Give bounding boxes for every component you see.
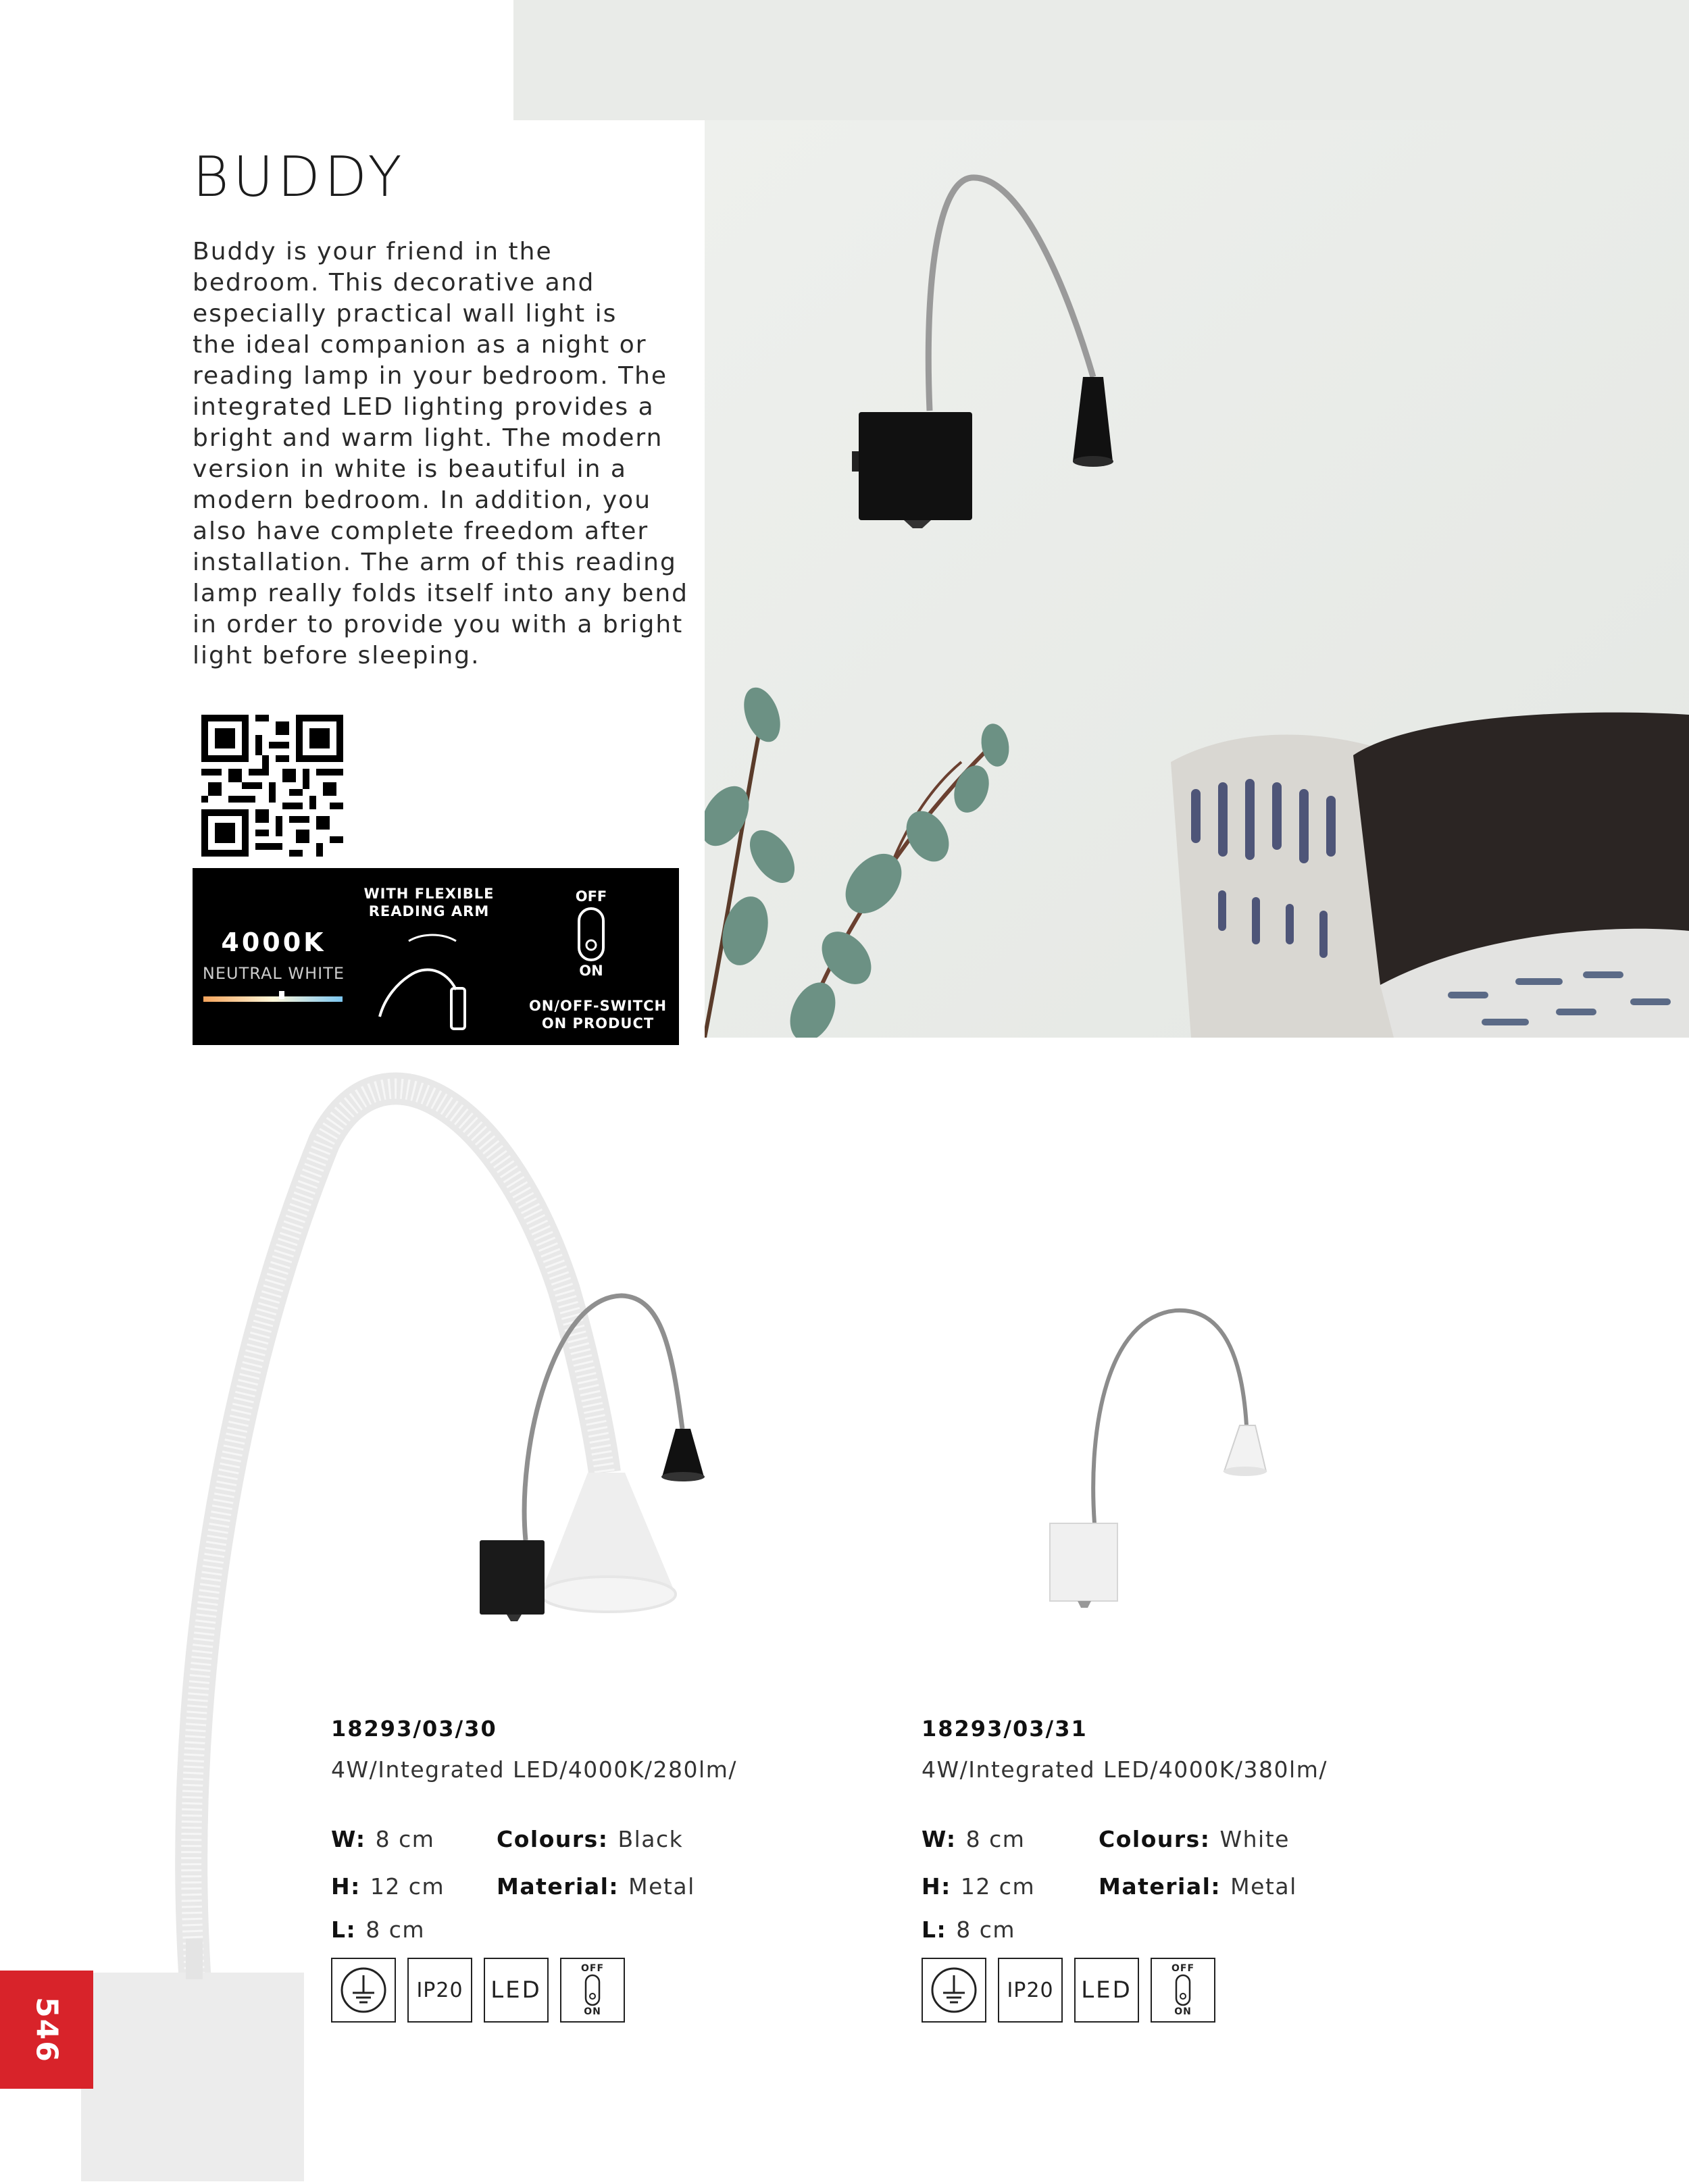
height-spec	[922, 1873, 1035, 1900]
description-line: lamp really folds itself into any bend	[193, 580, 688, 607]
switch-icon	[578, 907, 605, 961]
class-1-earth-icon	[922, 1958, 986, 2023]
product-description	[193, 236, 688, 671]
width-spec	[922, 1826, 1025, 1852]
ip-rating-label: IP20	[1007, 1978, 1054, 2002]
qr-code-icon[interactable]	[201, 715, 343, 857]
feature-banner	[193, 868, 679, 1045]
color-temp-scale-icon	[203, 991, 343, 1005]
colour-value: White	[1219, 1826, 1290, 1852]
description-line: integrated LED lighting provides a	[193, 393, 655, 421]
description-line: bedroom. This decorative and	[193, 269, 595, 297]
colour-label: Colours:	[1099, 1826, 1211, 1852]
width-spec	[331, 1826, 434, 1852]
led-icon	[484, 1958, 549, 2023]
switch-off-small-label: OFF	[580, 1963, 605, 1974]
description-line: reading lamp in your bedroom. The	[193, 362, 668, 390]
length-value: 8 cm	[365, 1916, 426, 1943]
material-value: Metal	[1230, 1873, 1297, 1900]
width-label: W:	[331, 1826, 366, 1852]
colour-label: Colours:	[497, 1826, 609, 1852]
description-line: also have complete freedom after	[193, 517, 649, 545]
description-line: the ideal companion as a night or	[193, 331, 647, 359]
variant-sku: 18293/03/30	[331, 1716, 497, 1742]
description-line: modern bedroom. In addition, you	[193, 486, 652, 514]
height-label: H:	[922, 1873, 951, 1900]
led-label: LED	[490, 1977, 542, 2004]
material-value: Metal	[628, 1873, 695, 1900]
switch-on-small-label: ON	[584, 2006, 601, 2017]
description-line: Buddy is your friend in the	[193, 238, 553, 265]
length-spec	[331, 1916, 425, 1943]
colour-spec	[497, 1826, 683, 1852]
color-temp-label: 4000K	[221, 928, 326, 957]
length-label: L:	[331, 1916, 357, 1943]
length-spec	[922, 1916, 1015, 1943]
colour-spec	[1099, 1826, 1290, 1852]
description-line: light before sleeping.	[193, 642, 480, 669]
flexible-arm-label-1: WITH FLEXIBLE	[363, 886, 495, 902]
product-title: BUDDY	[193, 145, 406, 209]
length-label: L:	[922, 1916, 947, 1943]
material-spec	[1099, 1873, 1297, 1900]
switch-off-label: OFF	[575, 888, 607, 905]
flexible-arm-label-2: READING ARM	[368, 903, 490, 919]
material-spec	[497, 1873, 695, 1900]
width-value: 8 cm	[375, 1826, 435, 1852]
description-line: bright and warm light. The modern	[193, 424, 663, 452]
ip-rating-label: IP20	[416, 1978, 463, 2002]
lifestyle-photo	[705, 120, 1689, 1038]
page-number: 546	[29, 1997, 64, 2063]
height-spec	[331, 1873, 445, 1900]
color-name-label: NEUTRAL WHITE	[202, 964, 345, 983]
led-label: LED	[1081, 1977, 1132, 2004]
switch-small-icon	[1151, 1958, 1215, 2023]
switch-desc-label-2: ON PRODUCT	[541, 1015, 655, 1032]
ip-rating-icon	[998, 1958, 1063, 2023]
description-line: installation. The arm of this reading	[193, 549, 677, 576]
page-number-tab	[0, 1971, 93, 2089]
ip-rating-icon	[407, 1958, 472, 2023]
switch-small-icon	[560, 1958, 625, 2023]
width-label: W:	[922, 1826, 957, 1852]
variant-description: 4W/Integrated LED/4000K/280lm/	[331, 1756, 737, 1783]
description-line: especially practical wall light is	[193, 300, 617, 328]
height-label: H:	[331, 1873, 361, 1900]
description-line: version in white is beautiful in a	[193, 455, 627, 483]
height-value: 12 cm	[370, 1873, 445, 1900]
material-label: Material:	[497, 1873, 620, 1900]
width-value: 8 cm	[965, 1826, 1026, 1852]
header-band	[513, 0, 1689, 120]
description-line: in order to provide you with a bright	[193, 611, 684, 638]
switch-desc-label-1: ON/OFF-SWITCH	[528, 998, 667, 1014]
switch-on-label: ON	[579, 963, 603, 979]
product-image-white	[1040, 1290, 1284, 1615]
flexible-arm-icon	[372, 922, 493, 1040]
variant-description: 4W/Integrated LED/4000K/380lm/	[922, 1756, 1328, 1783]
variant-sku: 18293/03/31	[922, 1716, 1088, 1742]
colour-value: Black	[617, 1826, 684, 1852]
switch-off-small-label: OFF	[1171, 1963, 1195, 1974]
class-1-earth-icon	[331, 1958, 396, 2023]
led-icon	[1074, 1958, 1139, 2023]
height-value: 12 cm	[960, 1873, 1036, 1900]
material-label: Material:	[1099, 1873, 1221, 1900]
length-value: 8 cm	[956, 1916, 1016, 1943]
switch-on-small-label: ON	[1174, 2006, 1192, 2017]
product-image-large	[68, 1067, 743, 2181]
